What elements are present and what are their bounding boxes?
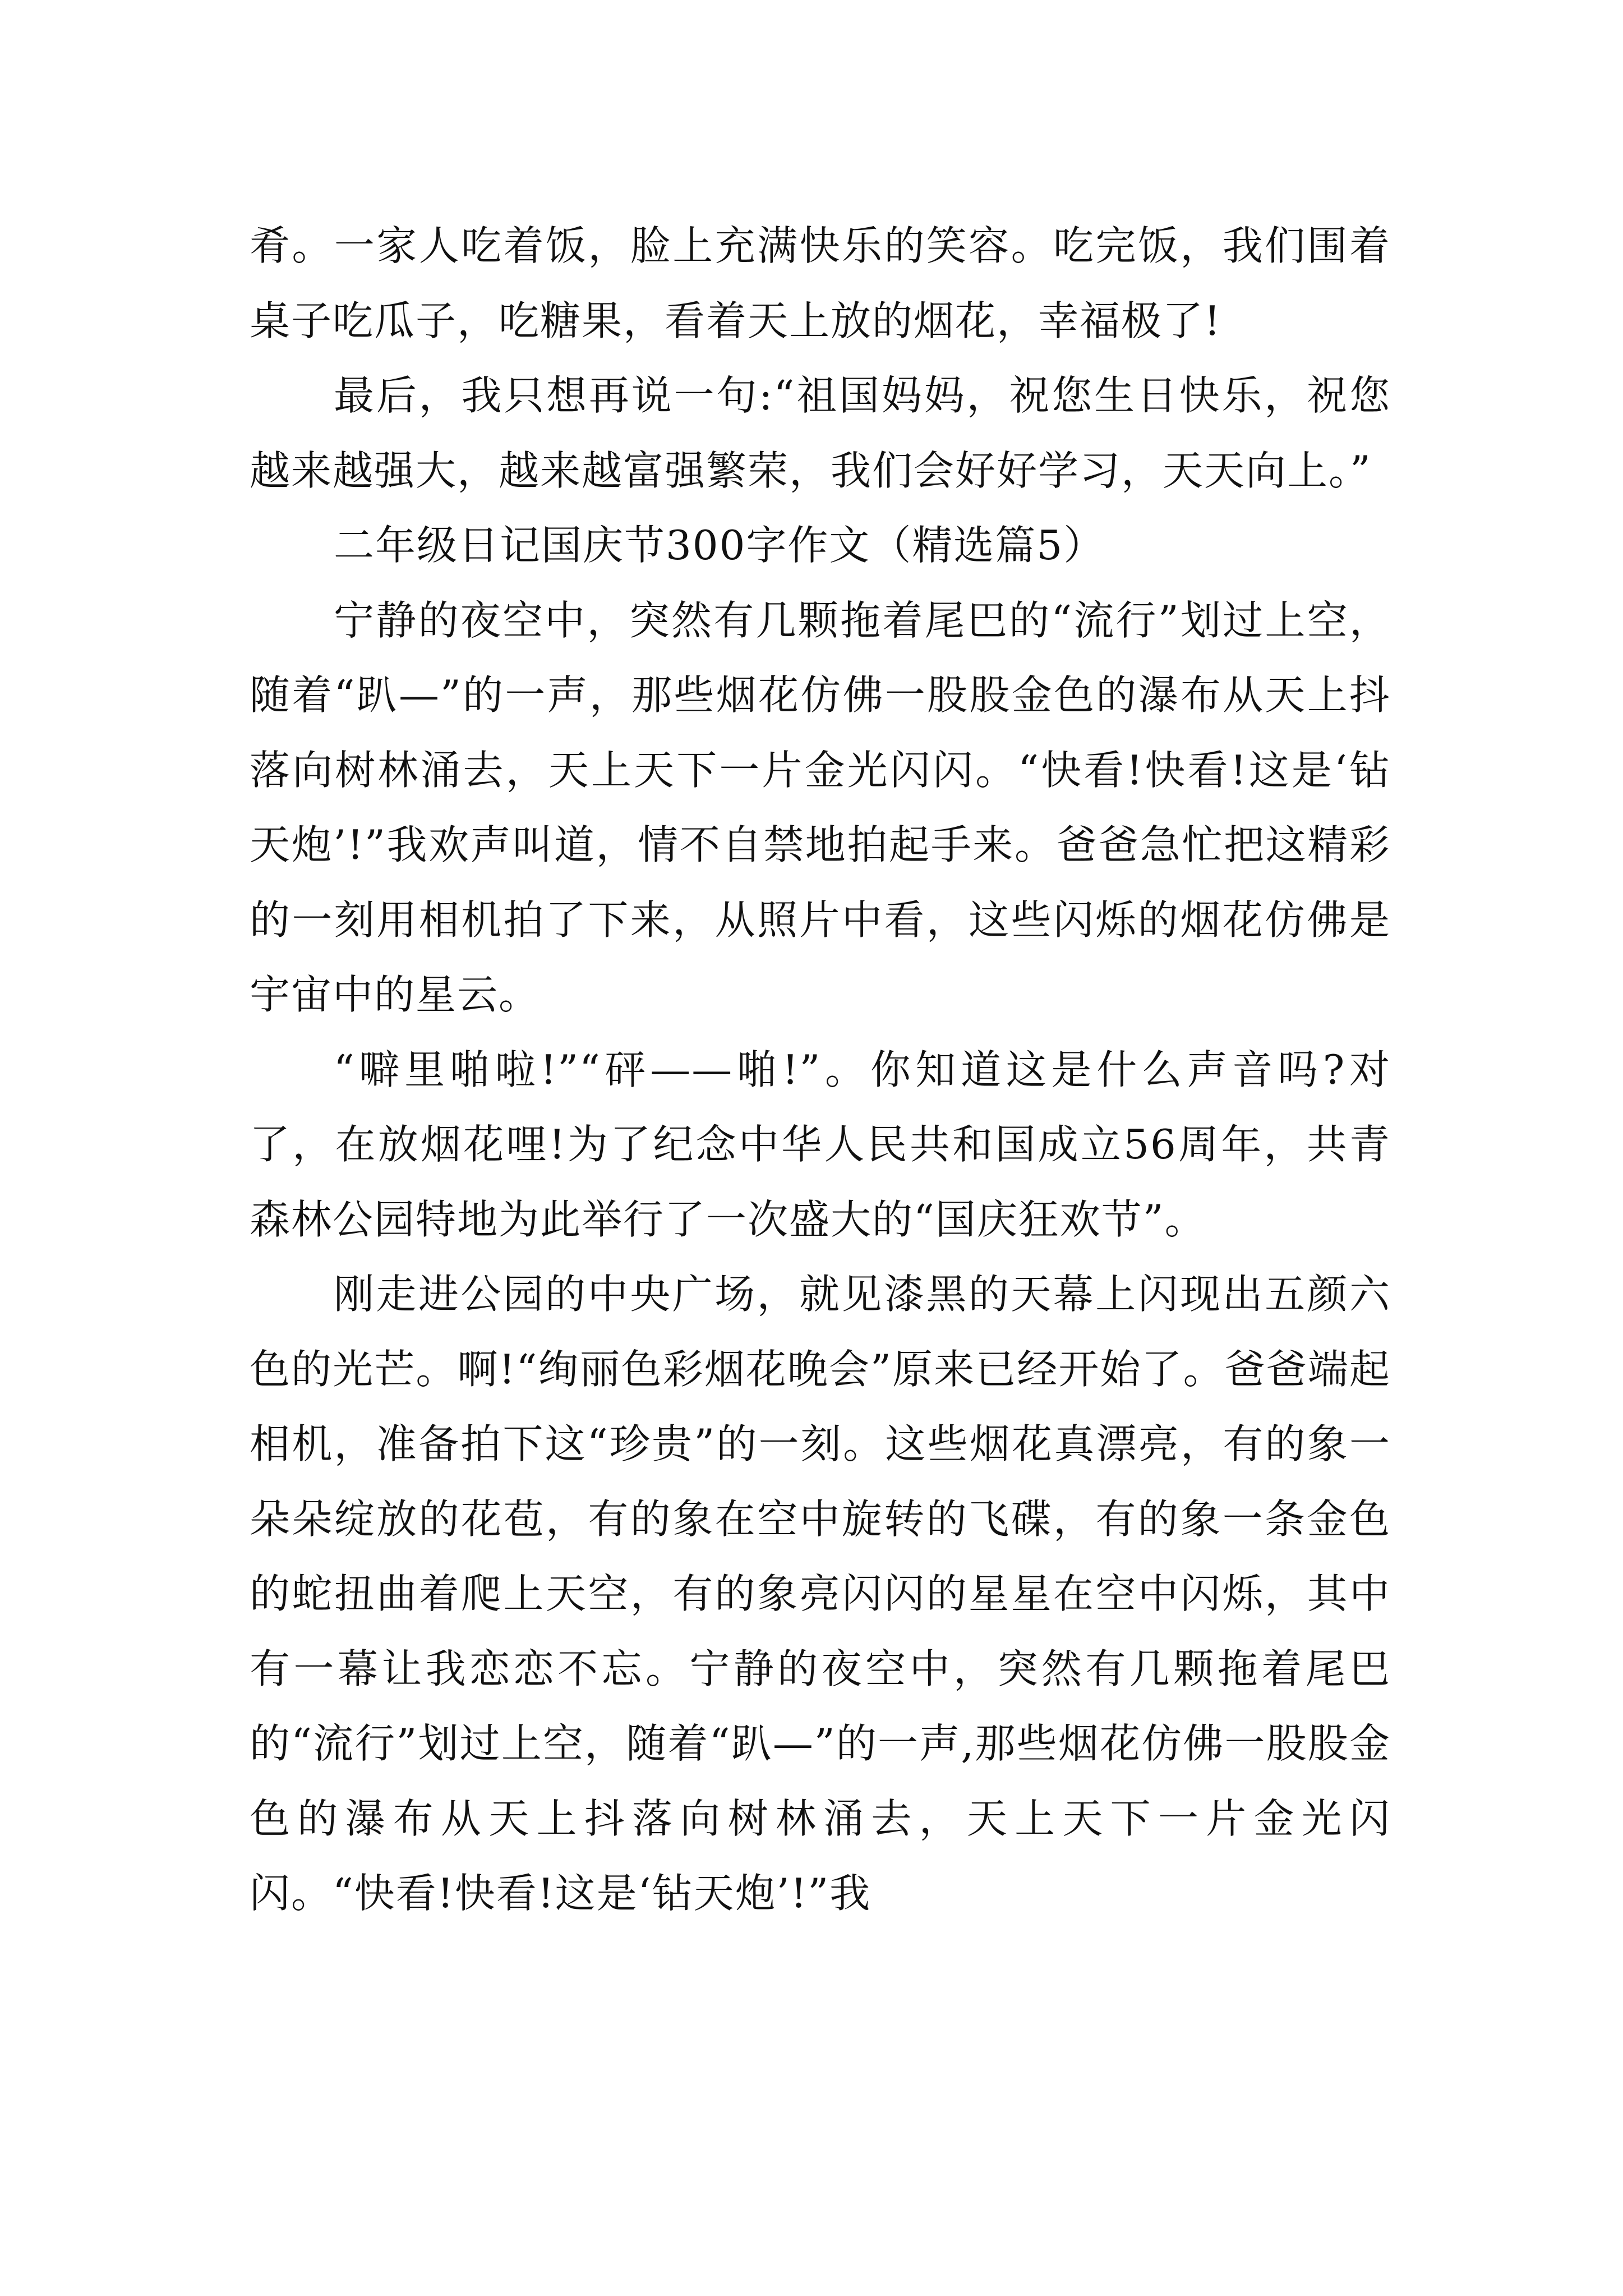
paragraph: 宁静的夜空中，突然有几颗拖着尾巴的“流行”划过上空，随着“趴—”的一声，那些烟花仿佛一股股金色的瀑布从天上抖落向树林涌去，天上天下一片金光闪闪。“快看!快看!这是‘钻天炮’!”我欢声叫道，情不自禁地拍起手来。爸爸急忙把这精彩的一刻用相机拍了下来，从照片中看，这些闪烁的烟花仿佛是宇宙中的星云。 [250,596,1391,1018]
section-heading: 二年级日记国庆节300字作文（精选篇5） [334,522,1105,569]
paragraph: 最后，我只想再说一句:“祖国妈妈，祝您生日快乐，祝您越来越强大，越来越富强繁荣，我们会好好学习，天天向上。” [250,372,1391,494]
paragraph: 肴。一家人吃着饭，脸上充满快乐的笑容。吃完饭，我们围着桌子吃瓜子，吃糖果，看着天上放的烟花，幸福极了! [250,222,1391,344]
paragraph: 刚走进公园的中央广场，就见漆黑的天幕上闪现出五颜六色的光芒。啊!“绚丽色彩烟花晚会”原来已经开始了。爸爸端起相机，准备拍下这“珍贵”的一刻。这些烟花真漂亮，有的象一朵朵绽放的花苞，有的象在空中旋转的飞碟，有的象一条金色的蛇扭曲着爬上天空，有的象亮闪闪的星星在空中闪烁，其中有一幕让我恋恋不忘。宁静的夜空中，突然有几颗拖着尾巴的“流行”划过上空，随着“趴—”的一声,那些烟花仿佛一股股金色的瀑布从天上抖落向树林涌去，天上天下一片金光闪闪。“快看!快看!这是‘钻天炮’!”我 [250,1271,1391,1917]
paragraph: “噼里啪啦!”“砰——啪!”。你知道这是什么声音吗?对了，在放烟花哩!为了纪念中华人民共和国成立56周年，共青森林公园特地为此举行了一次盛大的“国庆狂欢节”。 [250,1046,1391,1243]
document-body [250,209,1391,1931]
